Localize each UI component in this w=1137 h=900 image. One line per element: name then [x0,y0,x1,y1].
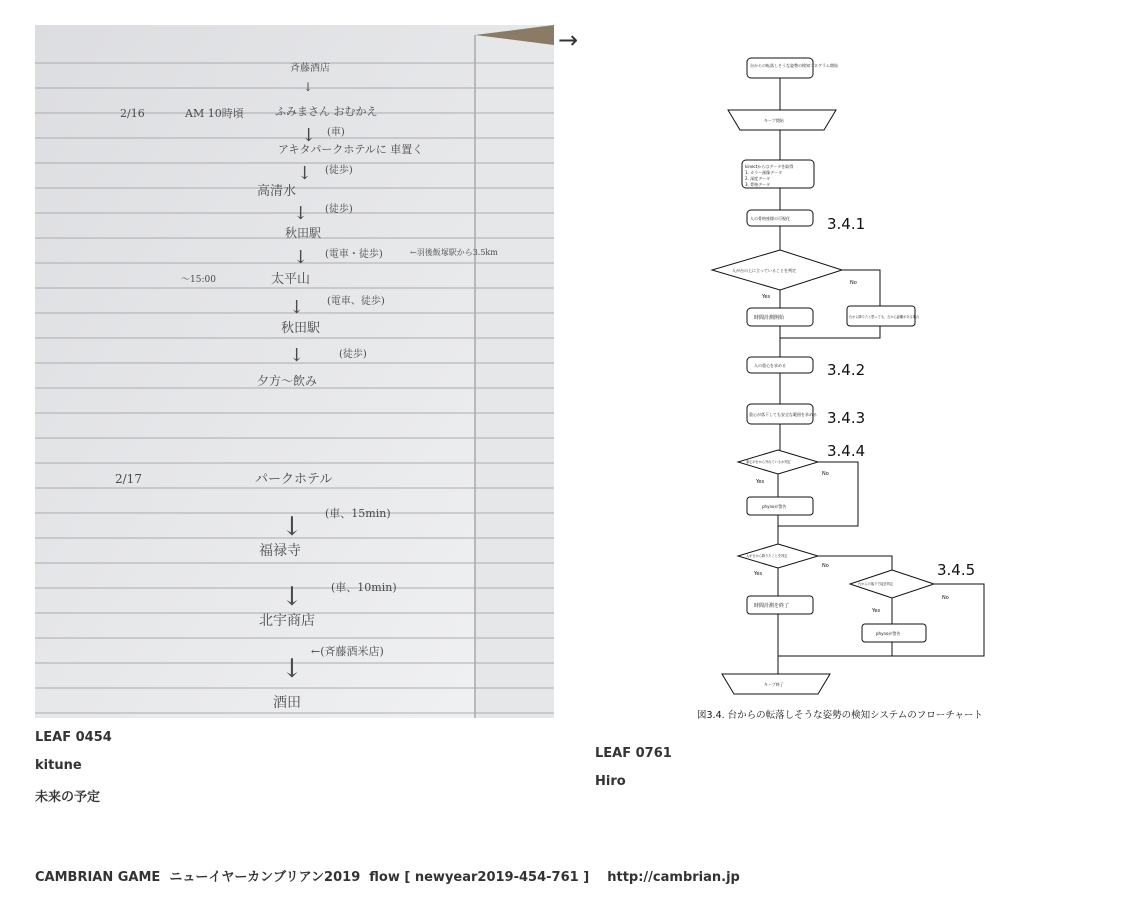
day1-pickup: ふみまさん おむかえ [275,105,378,118]
fc-dec2: 重心が台から外れているか判定 [746,460,791,464]
day2-stop-1: パークホテル [255,472,333,487]
day1-stop-1: アキタパークホテルに 車置く [278,143,424,156]
fc-phyno2: phynoが警告 [876,631,901,636]
day1-move-5: (電車、徒歩) [327,296,385,307]
day1-stop-3: 秋田駅 [285,226,322,240]
fc-no-2: No [822,471,829,477]
day1-time2: 〜15:00 [181,275,216,285]
notebook-photo [35,25,554,718]
day1-move-3: (徒歩) [325,204,353,215]
fc-data3: 2. 深度データ [745,176,771,181]
left-leaf-id: LEAF 0454 [35,730,112,745]
footer-credit: CAMBRIAN GAME ニューイヤーカンブリアン2019 flow [ newyear2019-454-761 ] http://cambrian.jp [35,870,740,885]
day2-stop-3: 北宇商店 [259,613,315,629]
day1-stop-4: 太平山 [271,272,311,287]
fc-yes-1: Yes [762,294,771,300]
flowchart-image [692,52,1012,724]
day1-move-4: (電車・徒歩) [325,249,383,260]
note-header: 斉藤酒店 [290,63,330,74]
svg-text:↓: ↓ [293,203,309,224]
fc-dec1: 人が台の上に立っていることを判定 [732,268,796,273]
day1-stop-6: 夕方〜飲み [257,374,318,388]
fc-label-345: 3.4.5 [937,561,976,579]
fc-center: 人の重心を求める [754,363,786,368]
fc-dec3: 人が台から降りたことを判定 [746,554,788,558]
flowchart-svg [692,52,1012,724]
right-author: Hiro [595,774,626,789]
svg-text:↓: ↓ [301,125,317,146]
left-title: 未来の予定 [35,790,101,805]
svg-text:↓: ↓ [297,163,313,184]
day1-stop-5: 秋田駅 [281,321,321,336]
day1-date: 2/16 [120,107,145,120]
fc-label-343: 3.4.3 [827,409,866,427]
fc-yes-3: Yes [754,571,763,577]
day2-stop-2: 福禄寺 [259,543,301,559]
left-author: kitune [35,758,82,773]
day2-move-1: (車、15min) [325,507,391,520]
day1-move-6: (徒歩) [339,349,367,360]
fc-start: 台からの転落しそうな姿勢の検知プログラム開始 [750,63,838,68]
day1-move-2: (徒歩) [325,165,353,176]
svg-text:↓: ↓ [289,345,305,366]
fc-input: キーブ開始 [764,118,784,123]
day2-move-3: ←(斉藤酒米店) [311,645,384,658]
fc-data1: kinectからはデータを取得 [745,164,794,169]
day2-date: 2/17 [115,472,142,486]
fc-data4: 3. 骨格データ [745,182,771,187]
fc-no-3: No [822,563,829,569]
svg-text:↓: ↓ [281,582,303,612]
svg-text:↓: ↓ [303,80,314,94]
fc-visual: 人の骨格座標の可視化 [750,216,790,221]
fc-no-1: No [850,280,857,286]
fc-label-341: 3.4.1 [827,215,866,233]
fc-end-timer: 時間計測を終了 [754,603,790,609]
svg-text:↓: ↓ [281,654,303,684]
fc-timer: 時間計測開始 [754,315,785,321]
day1-side-note: ←羽後飯塚駅から3.5km [410,248,498,257]
fc-end: キーブ終了 [764,682,784,687]
fc-side1: 台から降りたと思っても、台から距離がある場合 [849,315,920,319]
fc-label-344: 3.4.4 [827,442,866,460]
svg-text:↓: ↓ [281,512,303,542]
day2-move-2: (車、10min) [331,581,397,594]
svg-text:↓: ↓ [293,247,309,268]
fc-data2: 1. カラー画像データ [745,170,783,175]
fc-calc: 重心が落下しても安全な範囲を求める [749,412,817,417]
arrow-icon: → [558,26,579,54]
fc-yes-4: Yes [872,608,881,614]
right-leaf-id: LEAF 0761 [595,746,672,761]
fc-yes-2: Yes [756,479,765,485]
fc-dec4: 台からの落下で接近判定 [858,582,894,586]
day1-time: AM 10時頃 [185,107,244,120]
fc-label-342: 3.4.2 [827,361,866,379]
fc-phyno1: phynoが警告 [762,504,787,509]
day1-stop-2: 高清水 [257,184,297,199]
fc-caption: 図3.4. 台からの転落しそうな姿勢の検知システムのフローチャート [697,710,983,721]
svg-text:↓: ↓ [289,297,305,318]
fc-no-4: No [942,595,949,601]
handwriting-layer [35,25,554,718]
day1-move-1: (車) [327,127,345,138]
day2-stop-4: 酒田 [273,695,301,711]
